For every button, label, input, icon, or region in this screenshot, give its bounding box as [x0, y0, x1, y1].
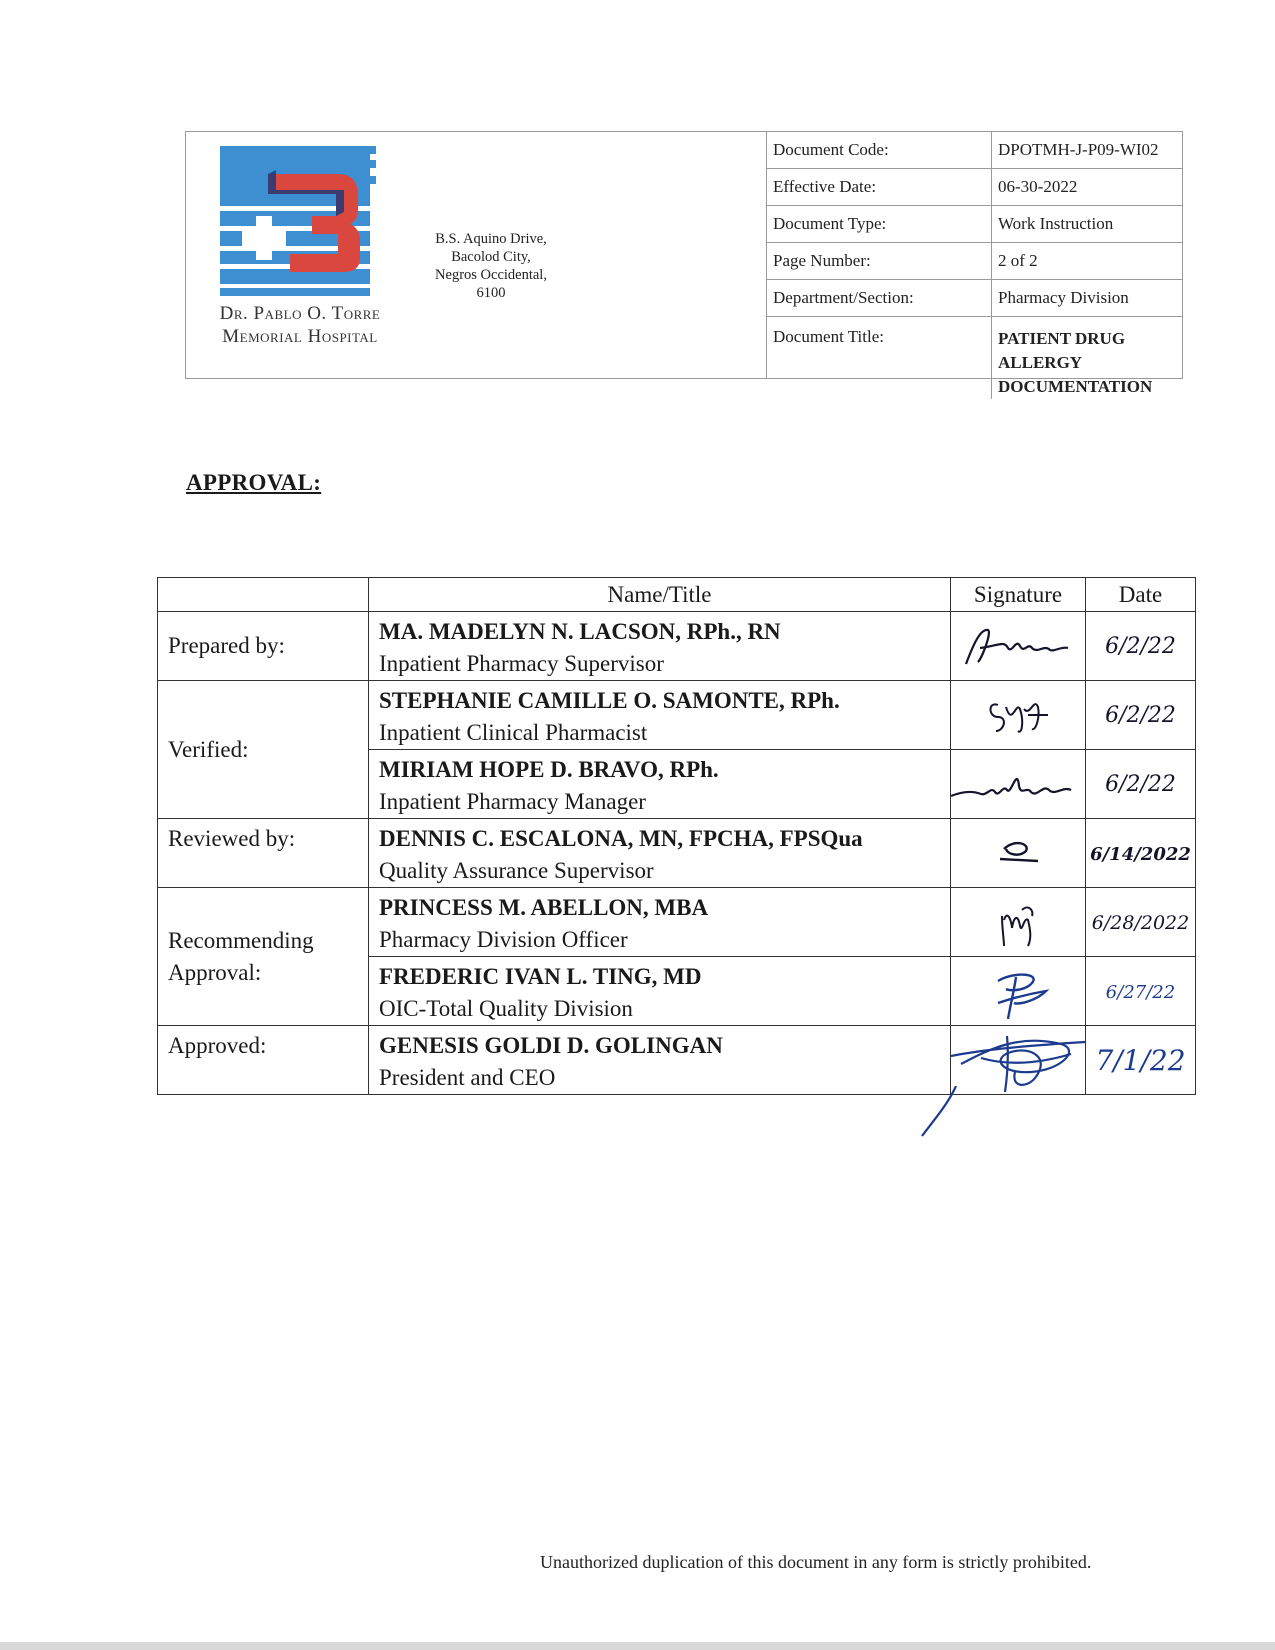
signature-cell — [951, 681, 1086, 750]
address-cell — [398, 132, 767, 378]
date-cell — [1086, 888, 1196, 957]
info-value: Work Instruction — [992, 206, 1183, 243]
role-line: Recommending — [168, 927, 314, 953]
signatory-name: MA. MADELYN N. LACSON, RPh., RN — [379, 619, 781, 644]
role-cell: Prepared by: — [158, 612, 369, 681]
signature-cell — [951, 819, 1086, 888]
info-label: Department/Section: — [767, 280, 992, 317]
signatory-name: GENESIS GOLDI D. GOLINGAN — [379, 1033, 723, 1058]
info-value: DPOTMH-J-P09-WI02 — [992, 132, 1183, 169]
signatory-name: STEPHANIE CAMILLE O. SAMONTE, RPh. — [379, 688, 840, 713]
hospital-name — [186, 302, 414, 348]
approval-table — [157, 577, 1196, 1095]
signature-mark — [958, 618, 1078, 674]
signatory-title: Inpatient Clinical Pharmacist — [379, 720, 648, 745]
column-header-role — [158, 578, 369, 612]
role-cell — [158, 888, 369, 1026]
info-row — [767, 206, 1182, 243]
date-cell — [1086, 819, 1196, 888]
approval-heading: APPROVAL: — [186, 470, 322, 495]
date-cell — [1086, 681, 1196, 750]
address-line: B.S. Aquino Drive, — [435, 231, 547, 247]
signatory-title: Inpatient Pharmacy Supervisor — [379, 651, 664, 676]
signatory-title: Inpatient Pharmacy Manager — [379, 789, 646, 814]
hospital-name-line2: Memorial Hospital — [222, 326, 378, 347]
date-cell — [1086, 612, 1196, 681]
handwritten-date: 6/2/22 — [1105, 634, 1176, 659]
date-cell — [1086, 1026, 1196, 1095]
name-title-cell — [369, 819, 951, 888]
signatory-title: Quality Assurance Supervisor — [379, 858, 654, 883]
handwritten-date: 6/2/22 — [1105, 703, 1176, 728]
info-row — [767, 317, 1182, 400]
signatory-name: MIRIAM HOPE D. BRAVO, RPh. — [379, 757, 719, 782]
name-title-cell — [369, 1026, 951, 1095]
name-title-cell — [369, 612, 951, 681]
address-line: Bacolod City, — [451, 249, 531, 265]
handwritten-date: 6/27/22 — [1105, 982, 1176, 1003]
signatory-name: DENNIS C. ESCALONA, MN, FPCHA, FPSQua — [379, 826, 863, 851]
signatory-name: PRINCESS M. ABELLON, MBA — [379, 895, 709, 920]
info-value: Pharmacy Division — [992, 280, 1183, 317]
role-cell: Approved: — [158, 1026, 369, 1095]
info-label: Document Title: — [767, 317, 992, 400]
signature-cell — [951, 750, 1086, 819]
info-row — [767, 280, 1182, 317]
signature-mark — [951, 756, 1085, 812]
signature-cell — [951, 888, 1086, 957]
date-cell — [1086, 957, 1196, 1026]
handwritten-date: 7/1/22 — [1095, 1043, 1186, 1077]
signatory-title: OIC-Total Quality Division — [379, 996, 633, 1021]
info-label: Effective Date: — [767, 169, 992, 206]
column-header-signature: Signature — [951, 578, 1086, 612]
signature-cell — [951, 957, 1086, 1026]
handwritten-date: 6/28/2022 — [1091, 912, 1190, 934]
signatory-name: FREDERIC IVAN L. TING, MD — [379, 964, 702, 989]
address-line: Negros Occidental, — [435, 267, 547, 283]
table-row — [158, 888, 1196, 957]
name-title-cell — [369, 888, 951, 957]
signature-tail — [918, 1086, 958, 1138]
signature-mark — [958, 825, 1078, 881]
info-row — [767, 169, 1182, 206]
info-label: Page Number: — [767, 243, 992, 280]
signature-cell — [951, 1026, 1086, 1095]
scan-edge — [0, 1642, 1275, 1650]
name-title-cell — [369, 681, 951, 750]
document-title: PATIENT DRUG ALLERGY DOCUMENTATION — [998, 329, 1153, 396]
address-line: 6100 — [476, 285, 506, 301]
document-info-table — [767, 132, 1182, 399]
logo-cell — [186, 132, 398, 378]
role-line: Approval: — [168, 959, 262, 985]
handwritten-date: 6/2/22 — [1105, 772, 1176, 797]
footer-notice: Unauthorized duplication of this document in any form is strictly prohibited. — [540, 1552, 1092, 1572]
info-row — [767, 243, 1182, 280]
signature-mark — [951, 1028, 1085, 1092]
signature-cell — [951, 612, 1086, 681]
document-header — [185, 131, 1183, 396]
column-header-date: Date — [1086, 578, 1196, 612]
date-cell — [1086, 750, 1196, 819]
info-value: 2 of 2 — [992, 243, 1183, 280]
info-label: Document Code: — [767, 132, 992, 169]
hospital-name-line1: Dr. Pablo O. Torre — [219, 303, 381, 324]
signatory-title: Pharmacy Division Officer — [379, 927, 628, 952]
hospital-logo — [220, 146, 376, 296]
info-value: 06-30-2022 — [992, 169, 1183, 206]
signatory-title: President and CEO — [379, 1065, 556, 1090]
role-cell: Verified: — [158, 681, 369, 819]
hospital-address — [416, 230, 566, 302]
info-row — [767, 132, 1182, 169]
name-title-cell — [369, 957, 951, 1026]
column-header-name: Name/Title — [369, 578, 951, 612]
table-row — [158, 819, 1196, 888]
handwritten-date: 6/14/2022 — [1090, 844, 1191, 865]
signature-mark — [958, 687, 1078, 743]
info-label: Document Type: — [767, 206, 992, 243]
table-row — [158, 612, 1196, 681]
signature-mark — [958, 894, 1078, 950]
table-row — [158, 681, 1196, 750]
signature-mark — [958, 963, 1078, 1019]
role-cell: Reviewed by: — [158, 819, 369, 888]
table-row — [158, 1026, 1196, 1095]
name-title-cell — [369, 750, 951, 819]
approval-header-row — [158, 578, 1196, 612]
